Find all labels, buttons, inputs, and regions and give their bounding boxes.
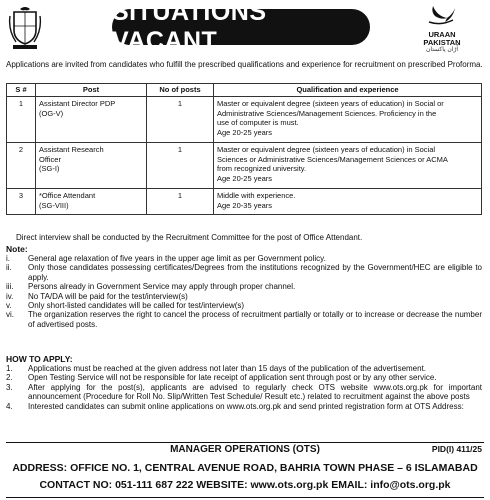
post-line: Assistant Director PDP	[39, 99, 116, 108]
list-marker: ii.	[6, 263, 12, 273]
row-serial: 3	[7, 189, 36, 215]
qual-line: Administrative Sciences/Management Sciences. Proficiency in the	[217, 108, 437, 118]
row-qualification	[214, 189, 482, 215]
direct-interview-note: Direct interview shall be conducted by the Recruitment Committee for the post of Office Attendant.	[16, 233, 363, 242]
list-item	[6, 373, 482, 382]
header-serial: S #	[7, 84, 36, 97]
list-item	[6, 292, 482, 301]
row-serial: 2	[7, 143, 36, 189]
table-header-row	[7, 84, 482, 97]
logo-text-pakistan: PAKISTAN	[423, 38, 461, 47]
list-text: Interested candidates can submit online applications on www.ots.org.pk and send printed registration form at OTS Address:	[28, 401, 464, 411]
header-qualification: Qualification and experience	[214, 84, 482, 97]
list-text: After applying for the post(s), applicants are advised to regularly check OTS website www.ots.org.pk for important announcement (Procedure for Roll No. Slip/Written Test Schedule/ Result etc.) related to recruitment against the above posts	[28, 382, 482, 402]
qual-line: Middle with experience.	[217, 191, 296, 200]
list-item	[6, 364, 482, 373]
list-marker: 3.	[6, 382, 13, 392]
government-emblem-icon	[8, 6, 42, 50]
qual-line: use of computer is must.	[217, 118, 299, 128]
list-item	[6, 402, 482, 411]
list-item	[6, 301, 482, 310]
row-qualification	[214, 97, 482, 143]
row-qualification	[214, 143, 482, 189]
post-line: (SG-I)	[39, 164, 60, 174]
header-post: Post	[36, 84, 147, 97]
bird-icon	[427, 4, 457, 26]
list-item	[6, 310, 482, 329]
row-post	[36, 97, 147, 143]
row-post	[36, 189, 147, 215]
note-heading: Note:	[6, 244, 28, 254]
page-title: SITUATIONS VACANT	[112, 9, 370, 45]
list-text: The organization reserves the right to cancel the process of recruitment partially or totally or to increase or decrease the number of advertised posts.	[28, 310, 482, 329]
posts-table	[6, 83, 482, 215]
post-line: Assistant Research	[39, 145, 104, 154]
list-text: Only short-listed candidates will be called for test/interview(s)	[28, 301, 245, 311]
logo-text-uraan: URAAN	[428, 30, 456, 39]
qual-line: Master or equivalent degree (sixteen years of education) in Social	[217, 145, 436, 154]
list-item	[6, 263, 482, 282]
intro-paragraph: Applications are invited from candidates who fulfill the prescribed qualifications and experience for recruitment on prescribed Proforma.	[6, 60, 483, 69]
list-item	[6, 282, 482, 291]
qual-line: Age 20-35 years	[217, 200, 273, 210]
post-line: (OG-V)	[39, 108, 64, 118]
list-marker: iv.	[6, 291, 14, 301]
list-text: Only those candidates possessing certificates/Degrees from the institutions recognized by the Government/HEC are eligible to apply.	[28, 263, 482, 282]
list-item	[6, 383, 482, 402]
contact-details: CONTACT NO: 051-111 687 222 WEBSITE: www.ots.org.pk EMAIL: info@ots.org.pk	[39, 479, 451, 491]
ots-address: ADDRESS: OFFICE NO. 1, CENTRAL AVENUE ROAD, BAHRIA TOWN PHASE – 6 ISLAMABAD	[12, 462, 478, 474]
list-marker: 2.	[6, 373, 13, 383]
footer-contact-block	[6, 442, 484, 498]
list-marker: 1.	[6, 364, 13, 373]
list-text: Open Testing Service will not be responsible for late receipt of application sent through post or by any other service.	[28, 373, 437, 383]
qual-line: Age 20-25 years	[217, 127, 273, 137]
post-line: Officer	[39, 154, 61, 164]
how-to-apply-list	[6, 364, 482, 411]
qual-line: from recognized university.	[217, 164, 307, 174]
row-count: 1	[147, 97, 214, 143]
list-marker: i.	[6, 254, 10, 263]
table-row	[7, 143, 482, 189]
table-row	[7, 189, 482, 215]
list-text: Persons already in Government Service may apply through proper channel.	[28, 282, 296, 292]
table-row	[7, 97, 482, 143]
list-text: No TA/DA will be paid for the test/interview(s)	[28, 291, 188, 301]
how-to-apply-heading: HOW TO APPLY:	[6, 354, 73, 364]
pid-number: PID(I) 411/25	[431, 444, 482, 454]
qual-line: Age 20-25 years	[217, 173, 273, 183]
list-marker: vi.	[6, 310, 14, 320]
row-count: 1	[147, 189, 214, 215]
list-marker: iii.	[6, 282, 14, 292]
list-text: Applications must be reached at the given address not later than 15 days of the publication of the advertisement.	[28, 364, 427, 373]
qual-line: Master or equivalent degree (sixteen years of education) in Social or	[217, 99, 444, 108]
logo-text-urdu: اُڑان پاکستان	[425, 47, 459, 53]
list-text: General age relaxation of five years in the upper age limit as per Government policy.	[28, 254, 326, 263]
row-post	[36, 143, 147, 189]
uraan-pakistan-logo	[404, 4, 480, 60]
list-marker: 4.	[6, 401, 13, 411]
header-no-of-posts: No of posts	[147, 84, 214, 97]
note-list	[6, 254, 482, 329]
list-item	[6, 254, 482, 263]
row-count: 1	[147, 143, 214, 189]
post-line: *Office Attendant	[39, 191, 96, 200]
post-line: (SG-VIII)	[39, 200, 69, 210]
qual-line: Sciences or Administrative Sciences/Management Sciences or ACMA	[217, 154, 448, 164]
list-marker: v.	[6, 301, 12, 311]
row-serial: 1	[7, 97, 36, 143]
contact-person: MANAGER OPERATIONS (OTS)	[170, 444, 320, 455]
